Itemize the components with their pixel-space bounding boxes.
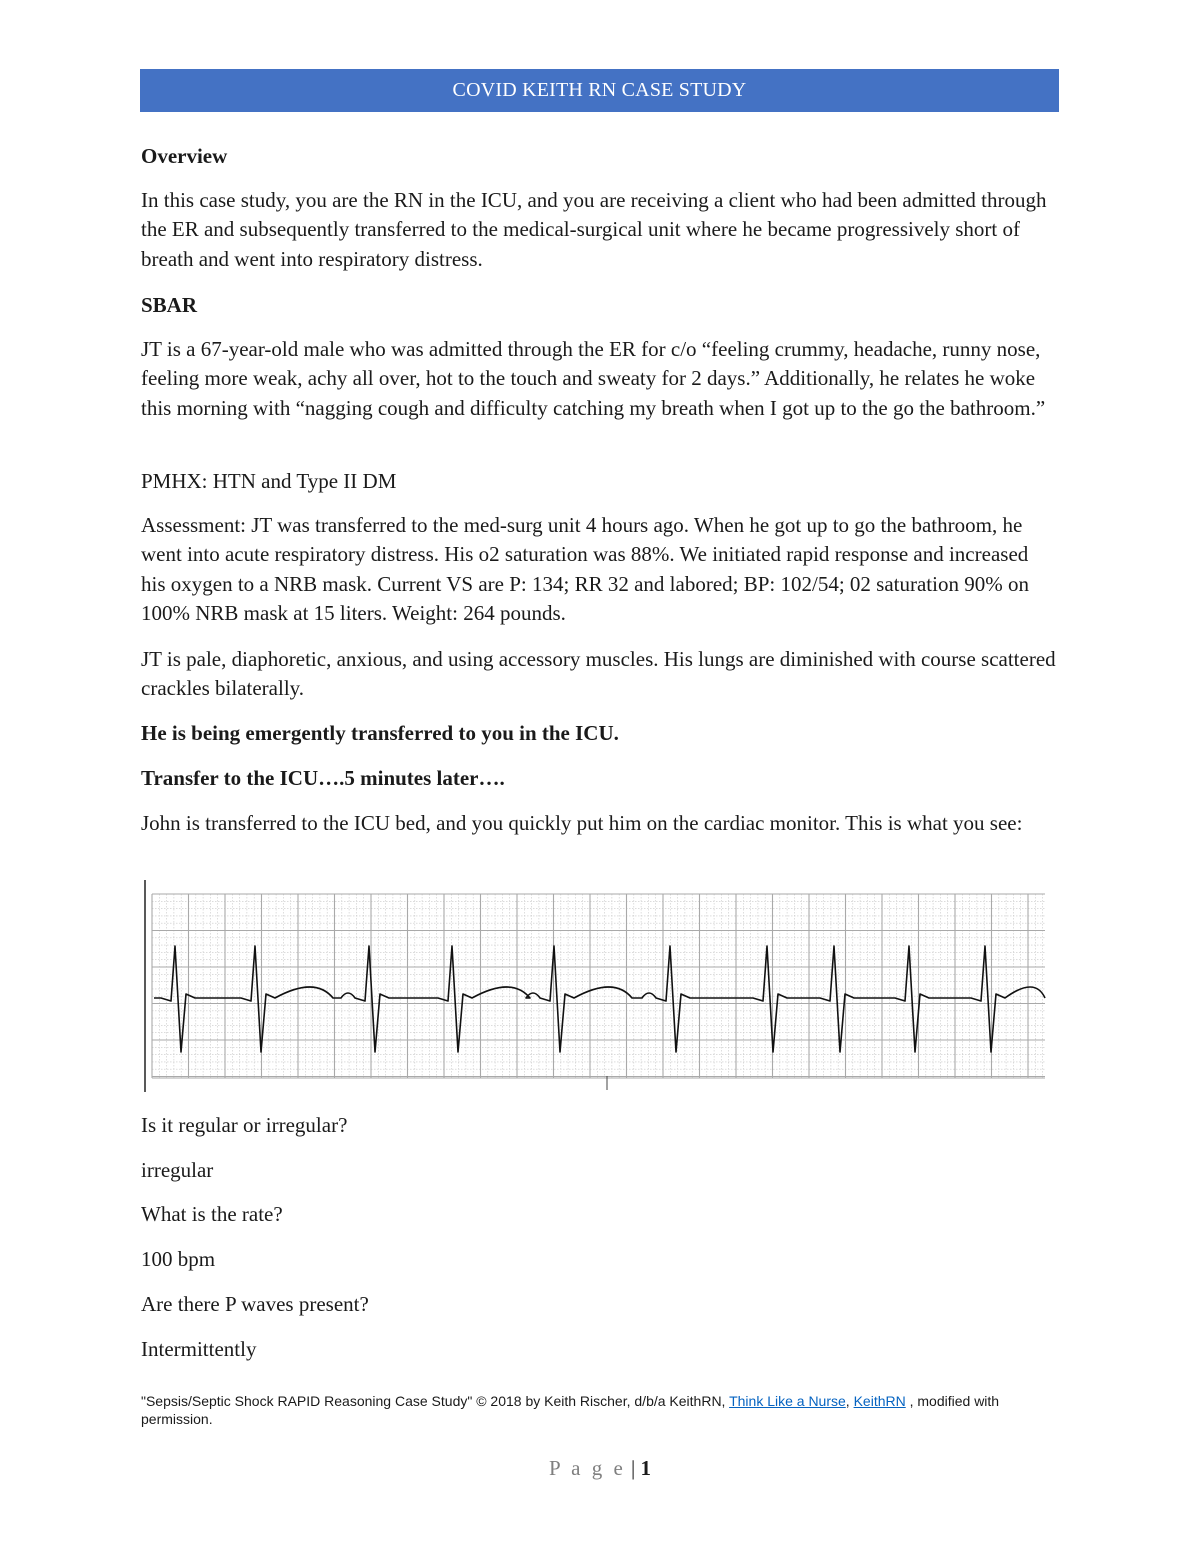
question-1: Is it regular or irregular? [141, 1113, 348, 1137]
keithrn-link[interactable]: KeithRN [853, 1393, 906, 1409]
question-2: What is the rate? [141, 1202, 283, 1226]
question-3: Are there P waves present? [141, 1292, 369, 1316]
overview-text: In this case study, you are the RN in the ICU, and you are receiving a client who had been admitted through the ER and subsequently transferred to the medical-surgical unit where he became progressively short of breath and went into respiratory distress. [141, 188, 1047, 271]
sbar-pmhx: PMHX: HTN and Type II DM [141, 469, 397, 493]
footnote-suffix: , modified with permission. [141, 1393, 1000, 1427]
transfer-heading: Transfer to the ICU….5 minutes later…. [141, 766, 505, 790]
page-label: P a g e [548, 1456, 626, 1480]
document-title: COVID KEITH RN CASE STUDY [452, 79, 747, 101]
sbar-heading: SBAR [141, 293, 198, 317]
sbar-situation: JT is a 67-year-old male who was admitted through the ER for c/o “feeling crummy, headache, runny nose, feeling more weak, achy all over, hot to the touch and sweaty for 2 days.” Additionally, he relates he woke this morning with “nagging cough and difficulty catching my breath when I got up to the go the bathroom.” [141, 337, 1046, 420]
sbar-appearance: JT is pale, diaphoretic, anxious, and using accessory muscles. His lungs are diminished with course scattered crackles bilaterally. [141, 647, 1056, 701]
answer-3: Intermittently [141, 1337, 257, 1361]
think-like-a-nurse-link[interactable]: Think Like a Nurse [729, 1393, 846, 1409]
document-header-bar [140, 69, 1059, 112]
answer-2: 100 bpm [141, 1247, 216, 1271]
page-number: 1 [640, 1456, 651, 1480]
sbar-emphasis: He is being emergently transferred to you in the ICU. [141, 721, 619, 745]
overview-heading: Overview [141, 144, 228, 168]
page-number-footer [0, 1456, 1200, 1481]
footnote-prefix: "Sepsis/Septic Shock RAPID Reasoning Case Study" © 2018 by Keith Rischer, d/b/a KeithRN, [141, 1393, 730, 1409]
sbar-assessment: Assessment: JT was transferred to the med-surg unit 4 hours ago. When he got up to go the bathroom, he went into acute respiratory distress. His o2 saturation was 88%. We initiated rapid response and increased his oxygen to a NRB mask. Current VS are P: 134; RR 32 and labored; BP: 102/54; 02 saturation 90% on 100% NRB mask at 15 liters. Weight: 264 pounds. [141, 513, 1029, 625]
answer-1: irregular [141, 1158, 214, 1182]
transfer-text: John is transferred to the ICU bed, and you quickly put him on the cardiac monitor. This is what you see: [141, 811, 1023, 835]
footnote [141, 1392, 1041, 1428]
ecg-rhythm-strip [142, 880, 1048, 1092]
page-separator: | [625, 1456, 641, 1480]
footnote-separator: , [845, 1393, 854, 1409]
